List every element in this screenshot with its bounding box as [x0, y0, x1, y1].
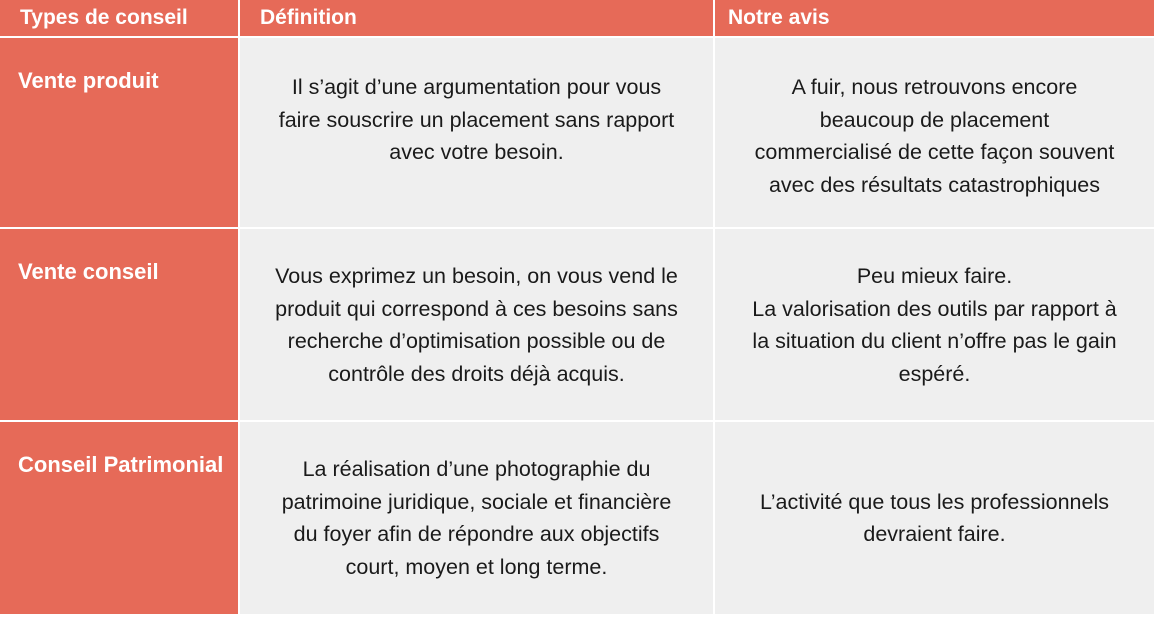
- row-avis-vente-conseil: [715, 229, 1154, 420]
- avis-line: La valorisation des outils par rapport à: [752, 296, 1117, 321]
- row-type-vente-conseil: Vente conseil: [0, 229, 238, 420]
- row-avis-conseil-patrimonial: [715, 422, 1154, 614]
- avis-line: espéré.: [898, 361, 971, 386]
- row-definition-vente-produit: [240, 38, 713, 227]
- avis-line: avec des résultats catastrophiques: [768, 172, 1101, 197]
- avis-line: la situation du client n’offre pas le gain: [752, 329, 1117, 353]
- definition-line: recherche d’optimisation possible ou de: [287, 329, 666, 353]
- row-definition-conseil-patrimonial: [240, 422, 713, 614]
- avis-line: devraient faire.: [863, 522, 1006, 546]
- avis-line: commercialisé de cette façon souvent: [754, 140, 1115, 164]
- row-definition-vente-conseil: [240, 229, 713, 420]
- row-avis-vente-produit: [715, 38, 1154, 227]
- definition-line: Vous exprimez un besoin, on vous vend le: [275, 264, 678, 288]
- definition-line: du foyer afin de répondre aux objectifs: [293, 522, 660, 546]
- header-notre-avis: Notre avis: [715, 0, 1154, 36]
- definition-line: faire souscrire un placement sans rapport: [278, 107, 675, 132]
- header-types-de-conseil: Types de conseil: [0, 0, 238, 36]
- definition-line: avec votre besoin.: [389, 140, 564, 164]
- row-type-vente-produit: Vente produit: [0, 38, 238, 227]
- avis-line: beaucoup de placement: [819, 107, 1050, 132]
- avis-line: Peu mieux faire.: [856, 264, 1013, 288]
- definition-line: patrimoine juridique, sociale et financière: [281, 489, 672, 514]
- avis-line: L’activité que tous les professionnels: [760, 489, 1109, 514]
- avis-line: A fuir, nous retrouvons encore: [791, 75, 1078, 99]
- definition-line: contrôle des droits déjà acquis.: [328, 361, 625, 386]
- row-type-conseil-patrimonial: Conseil Patrimonial: [0, 422, 238, 614]
- definition-line: Il s’agit d’une argumentation pour vous: [291, 75, 662, 99]
- definition-line: produit qui correspond à ces besoins sans: [275, 296, 678, 321]
- definition-line: La réalisation d’une photographie du: [302, 457, 651, 481]
- header-definition: Définition: [240, 0, 713, 36]
- definition-line: court, moyen et long terme.: [345, 554, 608, 579]
